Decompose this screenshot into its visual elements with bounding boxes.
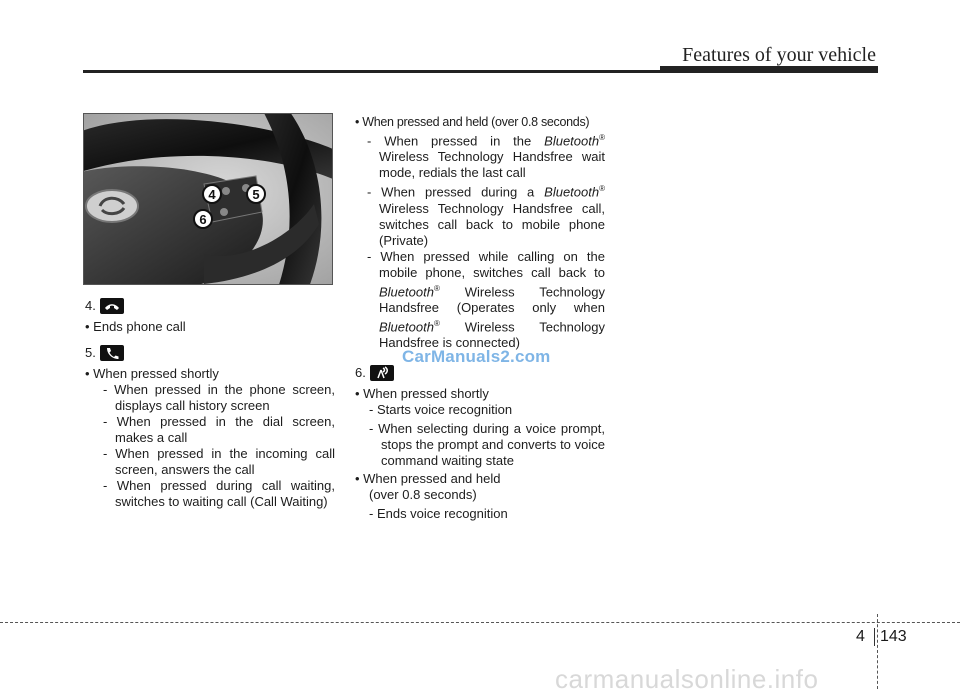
item-6-bullet-1: • When pressed shortly <box>355 386 489 402</box>
page-number-separator <box>874 628 875 646</box>
header-rule-accent <box>660 66 878 73</box>
phone-call-icon <box>100 345 124 361</box>
callout-6: 6 <box>199 212 207 227</box>
item-5-bullet: • When pressed shortly <box>85 366 219 381</box>
phone-hangup-icon <box>100 298 124 314</box>
held-sub-3: - When pressed while calling on the mobile phone, switches call back to Bluetooth® Wireless Technology Handsfree (Operates only when Bluetooth® Wireless Technology Handsfree is connected) <box>367 248 605 351</box>
item-4-bullet: • Ends phone call <box>85 319 186 334</box>
chapter-number: 4 <box>856 628 865 645</box>
item-6-bullet-2: • When pressed and held <box>355 471 501 487</box>
item-6-sub-2: - When selecting during a voice prompt, stops the prompt and converts to voice command waiting state <box>369 421 605 469</box>
item-5-label: 5. <box>85 345 96 360</box>
item-6-sub-3: - Ends voice recognition <box>369 506 508 522</box>
left-column <box>85 298 335 510</box>
item-6-bullet-2-cont: (over 0.8 seconds) <box>369 487 477 503</box>
item-6-label: 6. <box>355 365 366 381</box>
item-5-sub-2: - When pressed in the dial screen, makes a call <box>103 414 335 445</box>
footer-rule <box>0 622 960 623</box>
page-number: 143 <box>880 628 907 645</box>
site-watermark: carmanualsonline.info <box>555 664 819 694</box>
held-bullet: • When pressed and held (over 0.8 seconds) <box>355 115 590 129</box>
footer-vertical-rule <box>877 614 878 689</box>
callout-4: 4 <box>208 187 216 202</box>
watermark-text: CarManuals2.com <box>402 347 551 366</box>
voice-recognition-icon <box>370 365 394 381</box>
callout-5: 5 <box>252 187 260 202</box>
item-4-heading <box>85 298 335 314</box>
steering-wheel-figure <box>83 113 333 285</box>
item-6-heading <box>355 365 605 381</box>
item-5-sub-4: - When pressed during call waiting, switches to waiting call (Call Waiting) <box>103 478 335 509</box>
item-5-sub-3: - When pressed in the incoming call screen, answers the call <box>103 446 335 477</box>
steering-wheel-illustration <box>84 114 333 285</box>
item-5-heading <box>85 345 335 361</box>
header-title: Features of your vehicle <box>682 44 876 66</box>
right-column <box>355 114 605 522</box>
held-sub-1: - When pressed in the Bluetooth® Wireless Technology Handsfree wait mode, redials the last call <box>367 133 605 181</box>
item-6-sub-1: - Starts voice recognition <box>369 402 513 418</box>
item-4-label: 4. <box>85 298 96 313</box>
item-5-sub-1: - When pressed in the phone screen, displays call history screen <box>103 382 335 413</box>
held-sub-2: - When pressed during a Bluetooth® Wireless Technology Handsfree call, switches call back to mobile phone (Private) <box>367 184 605 248</box>
